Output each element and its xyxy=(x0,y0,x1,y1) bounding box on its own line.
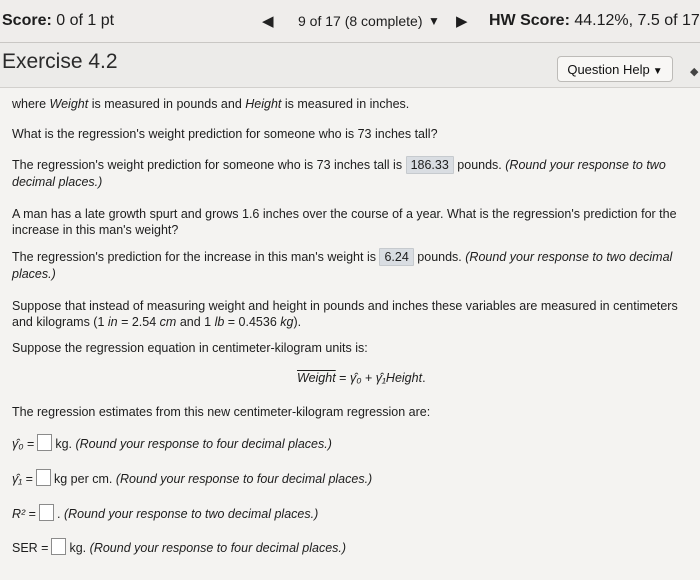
triangle-right-icon[interactable]: ▶ xyxy=(456,13,468,30)
answer-2: The regression's prediction for the increase in this man's weight is 6.24 pounds. (Round your response to two decimal places.) xyxy=(12,250,673,281)
gamma1-input[interactable] xyxy=(36,469,51,486)
triangle-left-icon[interactable]: ◀ xyxy=(262,13,274,30)
answer-1: The regression's weight prediction for someone who is 73 inches tall is 186.33 pounds. (Round your response to two decimal places.) xyxy=(12,158,666,189)
triangle-down-icon: ▼ xyxy=(652,66,663,77)
question-help-button[interactable] xyxy=(557,56,673,82)
estimates-intro: The regression estimates from this new centimeter-kilogram regression are: xyxy=(12,405,431,419)
triangle-down-icon[interactable]: ▼ xyxy=(428,14,440,28)
row-gamma0: γ̂₀ = kg. (Round your response to four decimal places.) xyxy=(12,434,687,452)
question-navigator[interactable]: 9 of 17 (8 complete) xyxy=(298,13,423,29)
intro-text: where Weight is measured in pounds and Height is measured in inches. xyxy=(12,97,410,111)
question-1: What is the regression's weight prediction for someone who is 73 inches tall? xyxy=(12,127,438,141)
answer-2-value[interactable]: 6.24 xyxy=(379,248,413,266)
hw-score xyxy=(489,12,700,30)
suppose-units: Suppose that instead of measuring weight and height in pounds and inches these variables are measured in centimeters and kilograms (1 in = 2.54 cm and 1 lb = 0.4536 kg). xyxy=(12,299,678,329)
hw-score-value: 44.12%, 7.5 of 17 xyxy=(574,12,700,29)
exercise-header xyxy=(0,43,700,88)
expand-side-icon[interactable]: ◆ xyxy=(690,66,699,78)
question-help-label: Question Help xyxy=(567,62,650,77)
score xyxy=(2,12,114,30)
hw-score-label: HW Score: xyxy=(489,12,570,29)
regression-equation: Weight = γ̂₀ + γ̂₁Height. xyxy=(297,371,426,385)
score-value: 0 of 1 pt xyxy=(56,12,115,29)
answer-1-value[interactable]: 186.33 xyxy=(406,156,454,174)
score-bar xyxy=(0,0,700,43)
r-squared-input[interactable] xyxy=(39,504,54,521)
gamma0-input[interactable] xyxy=(37,434,52,451)
question-2: A man has a late growth spurt and grows 1.6 inches over the course of a year. What is the regression's prediction for the increase in this man's weight? xyxy=(12,207,677,237)
ser-input[interactable] xyxy=(51,538,66,555)
score-label: Score: xyxy=(2,12,52,29)
row-gamma1: γ̂₁ = kg per cm. (Round your response to four decimal places.) xyxy=(12,469,687,487)
exercise-title: Exercise 4.2 xyxy=(2,50,118,73)
row-ser: SER = kg. (Round your response to four decimal places.) xyxy=(12,538,687,556)
row-r-squared: R² = . (Round your response to two decimal places.) xyxy=(12,504,687,522)
suppose-equation: Suppose the regression equation in centimeter-kilogram units is: xyxy=(12,341,368,355)
